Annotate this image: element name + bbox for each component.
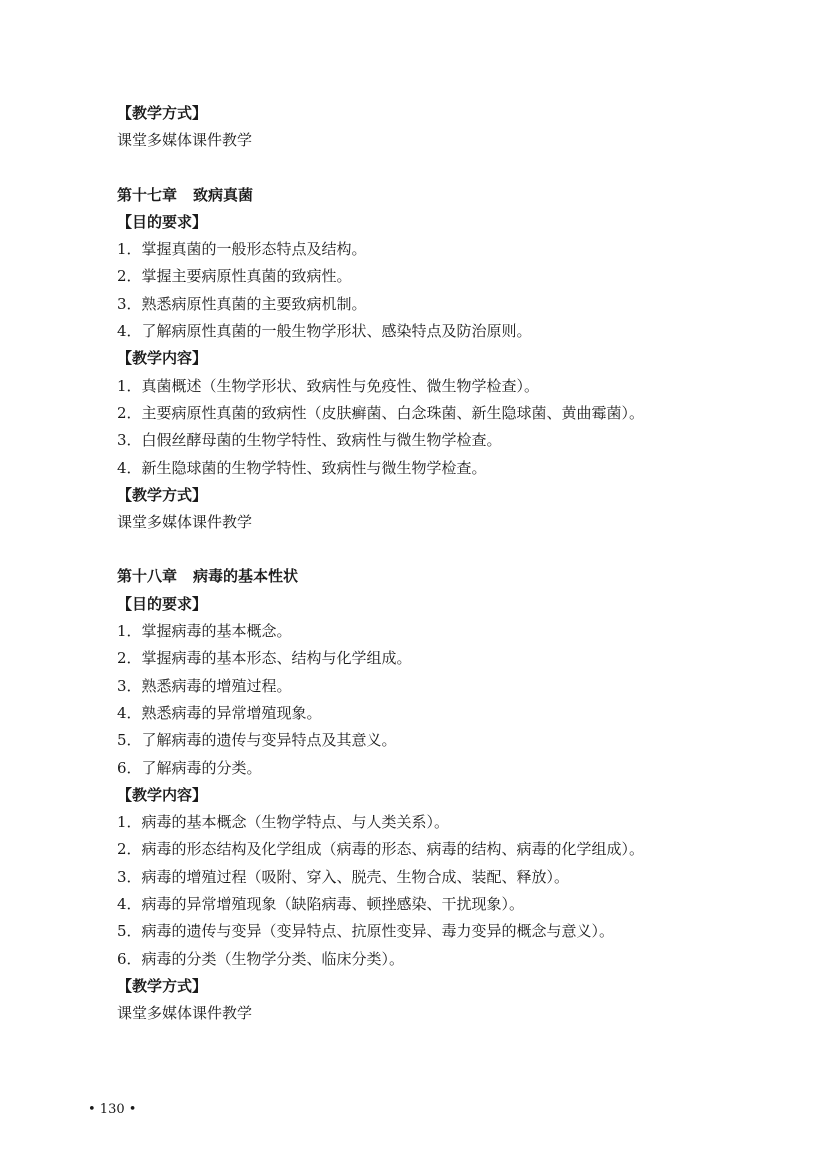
- list-item: 3．白假丝酵母菌的生物学特性、致病性与微生物学检查。: [117, 431, 502, 450]
- aims-heading: 【目的要求】: [117, 212, 208, 231]
- list-item: 2．掌握主要病原性真菌的致病性。: [117, 267, 352, 286]
- page-body: [117, 100, 757, 1028]
- page-number: • 130 •: [88, 1102, 137, 1117]
- aims-heading: 【目的要求】: [117, 594, 208, 613]
- list-item: 4．新生隐球菌的生物学特性、致病性与微生物学检查。: [117, 458, 487, 477]
- list-item: 6．了解病毒的分类。: [117, 758, 262, 777]
- list-item: 5．了解病毒的遗传与变异特点及其意义。: [117, 731, 397, 750]
- list-item: 4．病毒的异常增殖现象（缺陷病毒、顿挫感染、干扰现象）。: [117, 895, 525, 914]
- list-item: 1．掌握病毒的基本概念。: [117, 622, 292, 641]
- list-item: 2．掌握病毒的基本形态、结构与化学组成。: [117, 649, 412, 668]
- list-item: 4．了解病原性真菌的一般生物学形状、感染特点及防治原则。: [117, 322, 532, 341]
- chapter-title: 病毒的基本性状: [193, 567, 299, 586]
- list-item: 1．病毒的基本概念（生物学特点、与人类关系）。: [117, 813, 450, 832]
- list-item: 3．熟悉病原性真菌的主要致病机制。: [117, 294, 367, 313]
- list-item: 5．病毒的遗传与变异（变异特点、抗原性变异、毒力变异的概念与意义）。: [117, 922, 615, 941]
- chapter-18-heading: [117, 563, 757, 590]
- list-item: 1．真菌概述（生物学形状、致病性与免疫性、微生物学检查）。: [117, 376, 540, 395]
- content-heading: 【教学内容】: [117, 785, 208, 804]
- chapter-17-heading: [117, 182, 757, 209]
- method-text: 课堂多媒体课件教学: [117, 513, 253, 532]
- list-item: 1．掌握真菌的一般形态特点及结构。: [117, 240, 367, 259]
- chapter-number: 第十八章: [117, 567, 178, 586]
- list-item: 3．熟悉病毒的增殖过程。: [117, 676, 292, 695]
- list-item: 2．主要病原性真菌的致病性（皮肤癣菌、白念珠菌、新生隐球菌、黄曲霉菌）。: [117, 403, 645, 422]
- chapter-title: 致病真菌: [193, 185, 254, 204]
- list-item: 2．病毒的形态结构及化学组成（病毒的形态、病毒的结构、病毒的化学组成）。: [117, 840, 645, 859]
- method-heading: 【教学方式】: [117, 485, 208, 504]
- method-text: 课堂多媒体课件教学: [117, 1004, 253, 1023]
- chapter-number: 第十七章: [117, 185, 178, 204]
- method-heading: 【教学方式】: [117, 104, 208, 122]
- list-item: 4．熟悉病毒的异常增殖现象。: [117, 703, 322, 722]
- content-heading: 【教学内容】: [117, 349, 208, 368]
- list-item: 3．病毒的增殖过程（吸附、穿入、脱壳、生物合成、装配、释放）。: [117, 867, 570, 886]
- list-item: 6．病毒的分类（生物学分类、临床分类）。: [117, 949, 405, 968]
- method-heading: 【教学方式】: [117, 976, 208, 995]
- method-text: 课堂多媒体课件教学: [117, 131, 253, 150]
